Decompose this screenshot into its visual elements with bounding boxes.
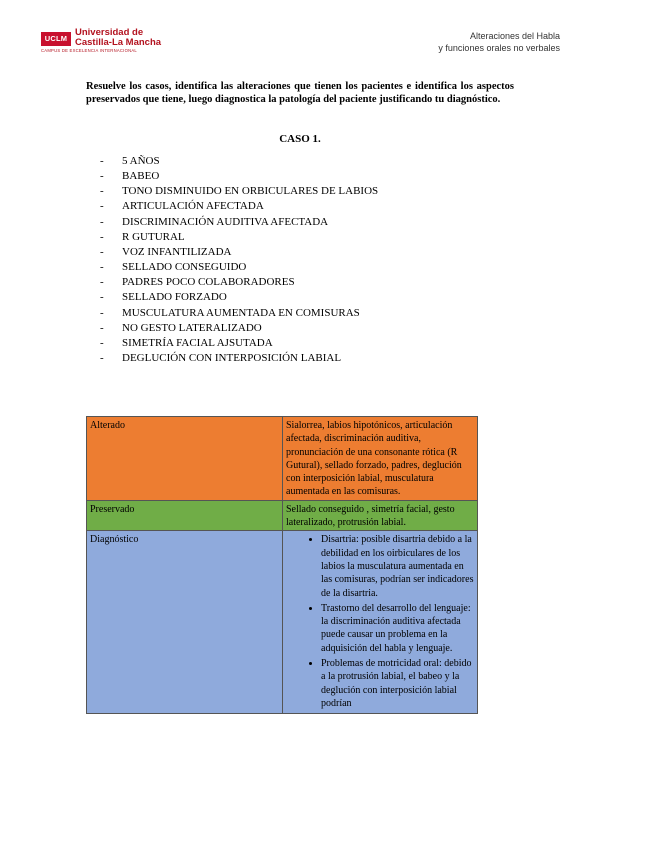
table-row-diagnosis <box>87 531 478 714</box>
list-item: - PADRES POCO COLABORADORES <box>100 276 295 289</box>
list-item: - MUSCULATURA AUMENTADA EN COMISURAS <box>100 306 360 319</box>
logo-university-name-line2: Castilla-La Mancha <box>75 37 162 48</box>
preserved-label: Preservado <box>87 500 283 531</box>
case-title: CASO 1. <box>279 133 321 145</box>
list-item: - R GUTURAL <box>100 230 185 243</box>
diagnosis-cell <box>283 531 478 714</box>
list-item: - TONO DISMINUIDO EN ORBICULARES DE LABIOS <box>100 185 379 198</box>
list-item: • Disartria: posible disartria debido a la debilidad en los oirbiculares de los labios la musculatura aumentada en las comisuras, podrían ser indicadores de la disartria. <box>321 533 474 599</box>
logo-campus-tagline: CAMPUS DE EXCELENCIA INTERNACIONAL <box>41 48 137 53</box>
diagnosis-label: Diagnóstico <box>87 531 283 714</box>
table-row-preserved <box>87 500 478 531</box>
list-item: • Trastorno del desarrollo del lenguaje: la discriminación auditiva afectada puede causar un problema en la adquisición del habla y lenguaje. <box>321 602 474 655</box>
altered-label: Alterado <box>87 417 283 501</box>
list-item: - SELLADO FORZADO <box>100 291 227 304</box>
subject-header <box>438 30 560 54</box>
list-item: - SELLADO CONSEGUIDO <box>100 261 247 274</box>
symptom-list <box>100 154 378 366</box>
subject-line-1: Alteraciones del Habla <box>469 31 560 41</box>
list-item: - BABEO <box>100 170 160 183</box>
uclm-logo-mark: UCLM <box>41 32 71 46</box>
list-item: - NO GESTO LATERALIZADO <box>100 321 262 334</box>
list-item: - DISCRIMINACIÓN AUDITIVA AFECTADA <box>100 215 329 228</box>
logo-university-name-line1: Universidad de <box>75 27 144 38</box>
list-item: - 5 AÑOS <box>100 155 160 167</box>
list-item: - SIMETRÍA FACIAL AJSUTADA <box>100 336 273 349</box>
list-item: - ARTICULACIÓN AFECTADA <box>100 200 264 213</box>
table-row-altered <box>87 417 478 501</box>
list-item: - VOZ INFANTILIZADA <box>100 245 232 258</box>
list-item: - DEGLUCIÓN CON INTERPOSICIÓN LABIAL <box>100 352 342 365</box>
list-item: • Problemas de motricidad oral: debido a la protrusión labial, el babeo y la deglución con interposición labial podrían <box>321 657 474 710</box>
subject-line-2: y funciones orales no verbales <box>438 43 560 53</box>
preserved-text: Sellado conseguido , simetría facial, gesto lateralizado, protrusión labial. <box>283 500 478 531</box>
diagnosis-list <box>286 533 474 710</box>
case-analysis-table <box>86 416 478 714</box>
altered-text: Sialorrea, labios hipotónicos, articulación afectada, discriminación auditiva, pronunciación de una consonante rótica (R Gutural), sellado forzado, padres, deglución con interposición labial, musculatura aumentada en las comisuras. <box>283 417 478 501</box>
university-logo <box>41 27 181 53</box>
instructions-paragraph: Resuelve los casos, identifica las alteraciones que tienen los pacientes e identifica los aspectos preservados que tiene, luego diagnostica la patología del paciente justificando tu diagnóstico. <box>86 81 514 105</box>
